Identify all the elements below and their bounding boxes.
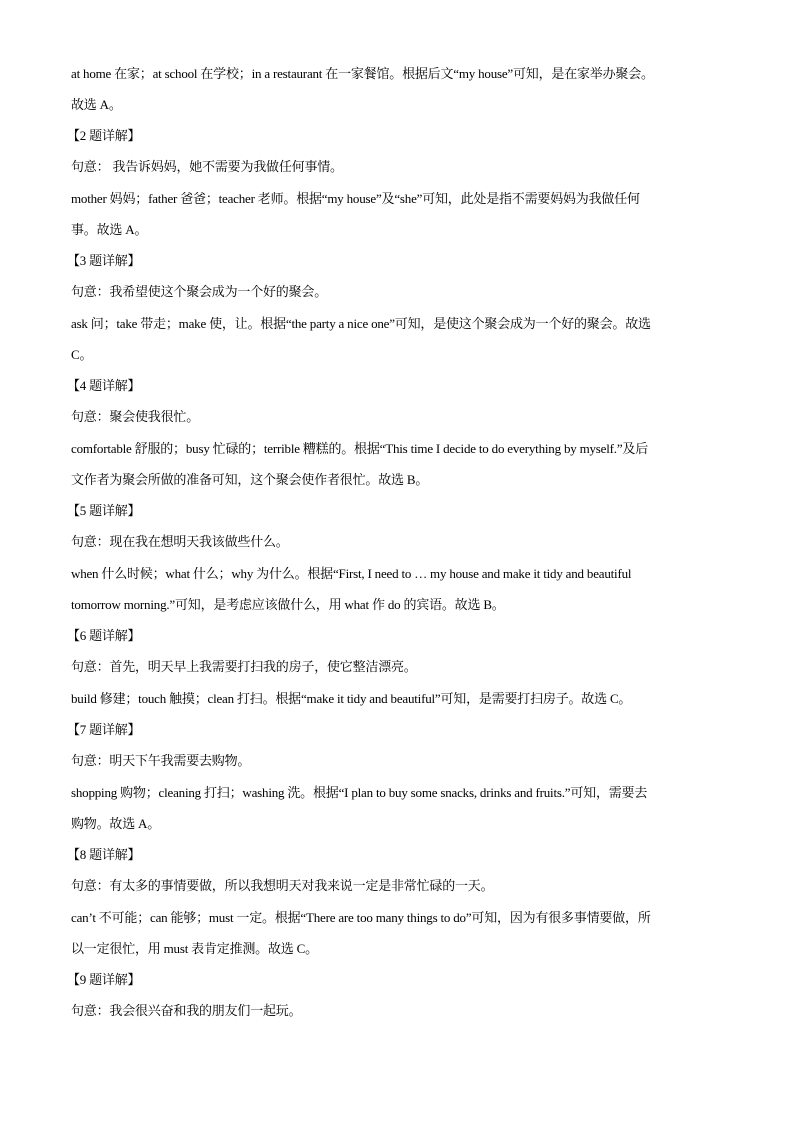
explanation-line: mother 妈妈；father 爸爸；teacher 老师。根据“my house”及“she”可知，此处是指不需要妈妈为我做任何 — [71, 191, 640, 206]
sentence-meaning-line: 句意：我会很兴奋和我的朋友们一起玩。 — [71, 1003, 302, 1018]
explanation-line: shopping 购物；cleaning 打扫；washing 洗。根据“I plan to buy some snacks, drinks and fruits.”可知，需要去 — [71, 785, 648, 800]
question-4-heading: 【4 题详解】 — [67, 378, 141, 393]
question-9-heading: 【9 题详解】 — [67, 972, 141, 987]
sentence-meaning-line: 句意：现在我在想明天我该做些什么。 — [71, 534, 289, 549]
explanation-line: 事。故选 A。 — [71, 222, 148, 237]
question-3-heading: 【3 题详解】 — [67, 253, 141, 268]
explanation-line: can’t 不可能；can 能够；must 一定。根据“There are too many things to do”可知，因为有很多事情要做，所 — [71, 910, 651, 925]
question-8-heading: 【8 题详解】 — [67, 847, 141, 862]
explanation-line: comfortable 舒服的；busy 忙碌的；terrible 糟糕的。根据“This time I decide to do everything by myself.”及后 — [71, 441, 648, 456]
sentence-meaning-line: 句意：明天下午我需要去购物。 — [71, 753, 251, 768]
question-7-heading: 【7 题详解】 — [67, 722, 141, 737]
explanation-line: when 什么时候；what 什么；why 为什么。根据“First, I need to … my house and make it tidy and beautiful — [71, 566, 632, 581]
sentence-meaning-line: 句意：我希望使这个聚会成为一个好的聚会。 — [71, 284, 328, 299]
answer-text-line: at home 在家；at school 在学校；in a restaurant 在一家餐馆。根据后文“my house”可知，是在家举办聚会。 — [71, 66, 654, 81]
explanation-line: build 修建；touch 触摸；clean 打扫。根据“make it tidy and beautiful”可知，是需要打扫房子。故选 C。 — [71, 691, 632, 706]
sentence-meaning-line: 句意： 我告诉妈妈，她不需要为我做任何事情。 — [71, 159, 343, 174]
explanation-line: tomorrow morning.”可知，是考虑应该做什么，用 what 作 do 的宾语。故选 B。 — [71, 597, 505, 612]
explanation-line: ask 问；take 带走；make 使，让。根据“the party a nice one”可知，是使这个聚会成为一个好的聚会。故选 — [71, 316, 651, 331]
explanation-line: 购物。故选 A。 — [71, 816, 161, 831]
explanation-line: 文作者为聚会所做的准备可知，这个聚会使作者很忙。故选 B。 — [71, 472, 429, 487]
question-2-heading: 【2 题详解】 — [67, 128, 141, 143]
explanation-line: 以一定很忙，用 must 表肯定推测。故选 C。 — [71, 941, 318, 956]
explanation-line: C。 — [71, 347, 93, 362]
sentence-meaning-line: 句意：首先，明天早上我需要打扫我的房子，使它整洁漂亮。 — [71, 659, 417, 674]
question-5-heading: 【5 题详解】 — [67, 503, 141, 518]
answer-text-line: 故选 A。 — [71, 97, 122, 112]
sentence-meaning-line: 句意：聚会使我很忙。 — [71, 409, 200, 424]
sentence-meaning-line: 句意：有太多的事情要做，所以我想明天对我来说一定是非常忙碌的一天。 — [71, 878, 494, 893]
question-6-heading: 【6 题详解】 — [67, 628, 141, 643]
